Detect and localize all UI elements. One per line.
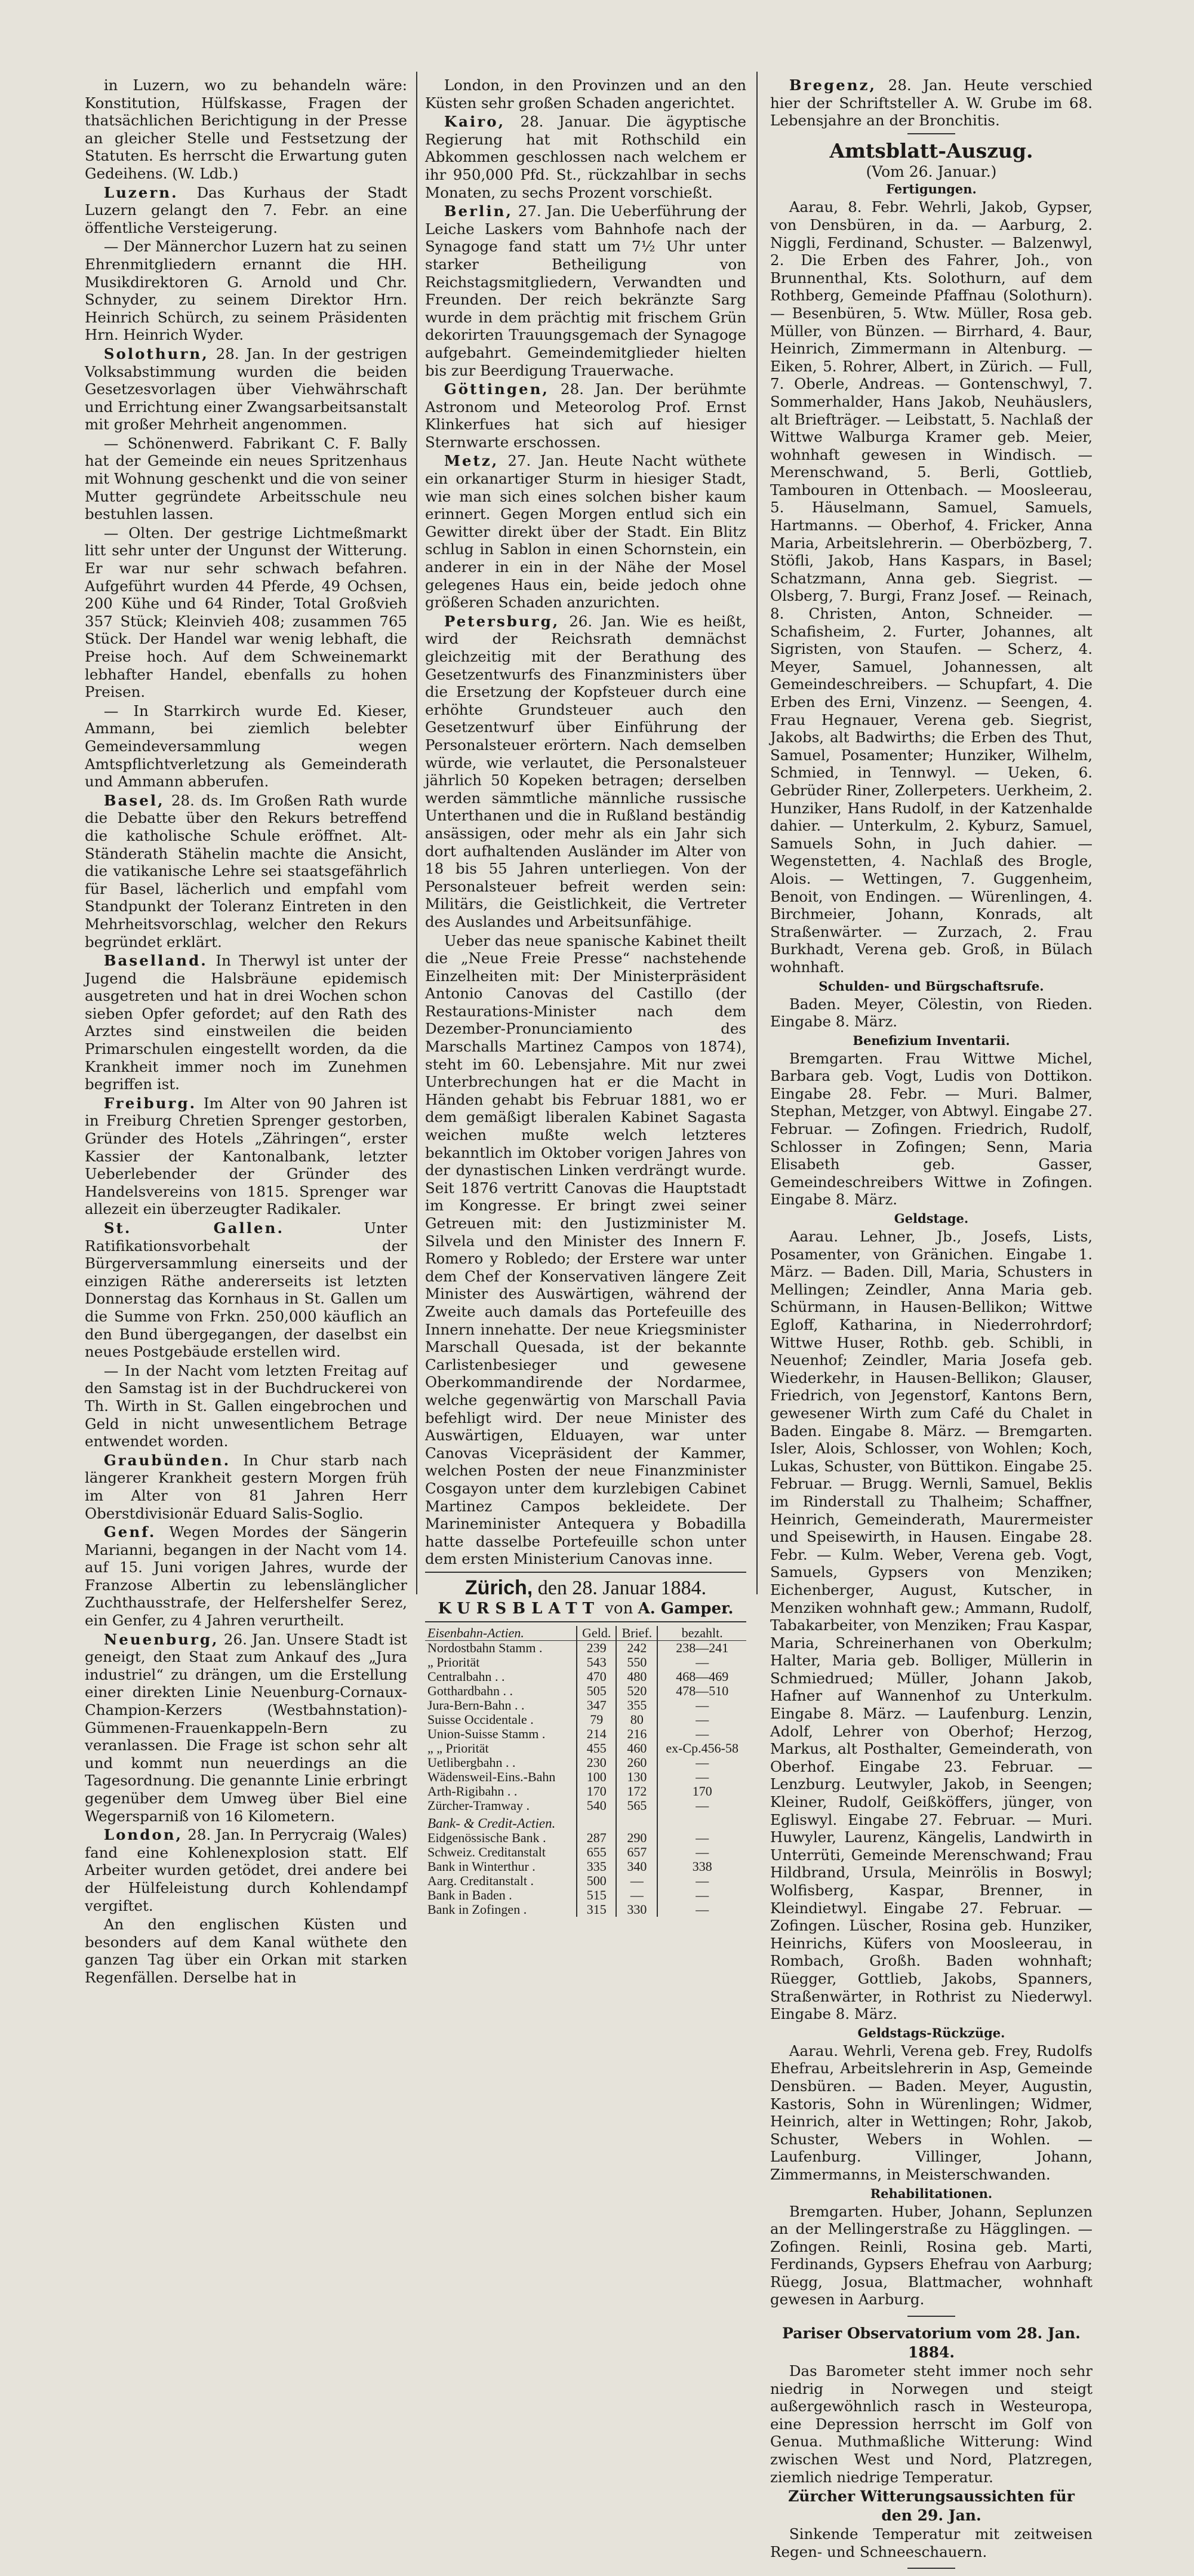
bezahlt-value: 170	[657, 1784, 746, 1799]
article-place: Kairo,	[444, 113, 506, 131]
kursblatt	[425, 1576, 746, 1917]
brief-value: 480	[616, 1670, 657, 1684]
security-name: „ Priorität	[427, 1654, 480, 1670]
table-row	[425, 1640, 746, 1655]
empty-cell	[577, 1813, 616, 1831]
article	[425, 452, 746, 611]
bezahlt-value: —	[657, 1655, 746, 1670]
article	[425, 113, 746, 201]
table-row	[425, 1784, 746, 1799]
brief-value: 657	[616, 1845, 657, 1859]
article	[425, 202, 746, 379]
header-bezahlt: bezahlt.	[657, 1626, 746, 1641]
security-name: Aarg. Creditanstalt .	[427, 1873, 534, 1888]
table-row	[425, 1655, 746, 1670]
bezahlt-value: —	[657, 1799, 746, 1813]
article-text: Unter Ratifikationsvorbehalt der Bürgerversammlung einerseits und der einzigen Räthe andererseits ist letzten Donnerstag das Kornhaus in St. Gallen um die Summe von Frkn. 250,000 käuflich an den Bund übergegangen, der daselbst ein neues Postgebäude erstellen wird.	[85, 1219, 407, 1361]
table-row	[425, 1698, 746, 1713]
geld-value: 170	[577, 1784, 616, 1799]
brief-value: 460	[616, 1741, 657, 1756]
column-divider	[756, 72, 758, 1594]
article-place: London,	[103, 1826, 183, 1844]
section-heading: Schulden- und Bürgschaftsrufe.	[818, 978, 1044, 994]
bezahlt-value: —	[657, 1727, 746, 1741]
bezahlt-value: 238—241	[657, 1640, 746, 1655]
geld-value: 455	[577, 1741, 616, 1756]
security-name: Bank in Winterthur .	[427, 1858, 536, 1874]
brief-value: —	[616, 1874, 657, 1888]
table-row	[425, 1713, 746, 1727]
security-name: Gotthardbahn . .	[427, 1683, 513, 1698]
brief-value: 565	[616, 1799, 657, 1813]
article	[425, 613, 746, 931]
section-heading: Pariser Observatorium vom 28. Jan. 1884.	[782, 2325, 1081, 2362]
bezahlt-value: —	[657, 1874, 746, 1888]
bezahlt-value: 338	[657, 1859, 746, 1874]
article	[85, 238, 407, 344]
security-name: „ „ Priorität	[427, 1740, 489, 1756]
article-place: Freiburg.	[103, 1094, 197, 1112]
column-1	[85, 76, 407, 1988]
brief-value: 520	[616, 1684, 657, 1698]
article	[85, 792, 407, 951]
article	[85, 952, 407, 1093]
bezahlt-value: 478—510	[657, 1684, 746, 1698]
table-row	[425, 1888, 746, 1902]
article-text: Das Kurhaus der Stadt Luzern gelangt den 7. Febr. an eine öffentliche Versteigerung.	[85, 183, 407, 236]
article-text: 28. Januar. Die ägyptische Regierung hat mit Rothschild ein Abkommen geschlossen nach welchem er ihr 950,000 Pfd. St., rückzahlbar in sechs Monaten, zu sechs Prozent vorschießt.	[425, 113, 746, 201]
article-bregenz	[770, 76, 1093, 130]
security-name: Centralbahn . .	[427, 1668, 505, 1684]
article-text: — Schönenwerd. Fabrikant C. F. Bally hat der Gemeinde ein neues Spritzenhaus mit Wohnung geschenkt und die von seiner Mutter gegründete Arbeitsschule neu bestuhlen lassen.	[85, 434, 407, 523]
article-place: Petersburg,	[444, 612, 560, 630]
article	[85, 184, 407, 237]
brief-value: 550	[616, 1655, 657, 1670]
security-name: Nordostbahn Stamm .	[427, 1640, 543, 1655]
geld-value: 470	[577, 1670, 616, 1684]
table-row	[425, 1756, 746, 1770]
section-heading: Zürcher Witterungsaussichten für den 29. Jan.	[788, 2488, 1075, 2525]
kursblatt-title	[425, 1576, 746, 1600]
geld-value: 505	[577, 1684, 616, 1698]
bezahlt-value: —	[657, 1902, 746, 1917]
table-row	[425, 1845, 746, 1859]
geld-value: 239	[577, 1640, 616, 1655]
article-place: Metz,	[444, 452, 499, 470]
article-text: — In der Nacht vom letzten Freitag auf den Samstag ist in der Buchdruckerei von Th. Wirth in St. Gallen eingebrochen und Geld in nicht unwesentlichem Betrage entwendet worden.	[85, 1361, 407, 1450]
geld-value: 543	[577, 1655, 616, 1670]
brief-value: 290	[616, 1831, 657, 1845]
amtsblatt-title: Amtsblatt-Auszug.	[829, 139, 1033, 162]
article-place: Göttingen,	[444, 380, 549, 398]
kursblatt-subtitle	[425, 1600, 746, 1618]
section-label: Bank- & Credit-Actien.	[427, 1815, 556, 1831]
geld-value: 230	[577, 1756, 616, 1770]
brief-value: 330	[616, 1902, 657, 1917]
security-name: Bank in Zofingen .	[427, 1901, 527, 1917]
brief-value: 172	[616, 1784, 657, 1799]
table-row	[425, 1770, 746, 1784]
security-name: Bank in Baden .	[427, 1887, 512, 1902]
article-place: Berlin,	[444, 202, 513, 220]
article-text: In Therwyl ist unter der Jugend die Halsbräune epidemisch ausgetreten und hat in drei Wochen schon sieben Opfer gefordet; auf den Rath des Arztes sind einstweilen die beiden Primarschulen eingestellt worden, da die Krankheit immer noch im Zunehmen begriffen ist.	[85, 952, 407, 1093]
security-name: Wädensweil-Eins.-Bahn	[427, 1769, 556, 1784]
article	[85, 1523, 407, 1630]
article-place: Neuenburg,	[103, 1630, 219, 1648]
geld-value: 315	[577, 1902, 616, 1917]
article-text: In Chur starb nach längerer Krankheit gestern Morgen früh im Alter von 81 Jahren Herr Oberstdivisionär Eduard Salis-Soglio.	[85, 1451, 407, 1522]
bezahlt-value: —	[657, 1888, 746, 1902]
section-text: Das Barometer steht immer noch sehr niedrig in Norwegen und steigt außergewöhnlich rasch in Westeuropa, eine Depression herrscht im Golf von Genua. Muthmaßliche Witterung: Wind zwischen West und Nord, Platzregen, ziemlich niedrige Temperatur.	[770, 2362, 1093, 2486]
rule	[907, 133, 955, 134]
geld-value: 347	[577, 1698, 616, 1713]
article-text: 27. Jan. Heute Nacht wüthete ein orkanartiger Sturm in hiesiger Stadt, wie man sich eines solchen bisher kaum erinnert. Gegen Morgen entlud sich ein Gewitter direkt über der Stadt. Ein Blitz schlug in Sablon in einen Schornstein, ein anderer in ein in der Nähe der Mosel gelegenes Haus ein, beide jedoch ohne größeren Schaden anzurichten.	[425, 452, 746, 611]
kursblatt-publisher: A. Gamper.	[638, 1599, 734, 1618]
geld-value: 100	[577, 1770, 616, 1784]
brief-value: 130	[616, 1770, 657, 1784]
article-place: Basel,	[103, 791, 165, 809]
article-text: — Der Männerchor Luzern hat zu seinen Ehrenmitgliedern ernannt die HH. Musikdirektoren G. Arnold und Chr. Schnyder, zu seinem Direktor Hrn. Heinrich Schürch, zu seinem Präsidenten Hrn. Heinrich Wyder.	[85, 238, 407, 344]
article	[85, 76, 407, 183]
article	[85, 1916, 407, 1986]
table-row	[425, 1799, 746, 1813]
table-row	[425, 1902, 746, 1917]
geld-value: 214	[577, 1727, 616, 1741]
rule	[425, 1621, 746, 1622]
rule	[907, 2316, 955, 2317]
empty-cell	[657, 1813, 746, 1831]
rule	[907, 2568, 955, 2569]
kursblatt-city: Zürich,	[464, 1576, 533, 1599]
security-name: Zürcher-Tramway .	[427, 1797, 530, 1813]
geld-value: 655	[577, 1845, 616, 1859]
article-text: in Luzern, wo zu behandeln wäre: Konstitution, Hülfskasse, Fragen der thatsächlichen Berichtigung in der Presse an gleicher Stelle und Festsetzung der Statuten. Es herrscht die Erwartung guten Gedeihens. (W. Ldb.)	[85, 76, 407, 182]
geld-value: 515	[577, 1888, 616, 1902]
table-row	[425, 1684, 746, 1698]
security-name: Uetlibergbahn . .	[427, 1754, 516, 1770]
geld-value: 540	[577, 1799, 616, 1813]
section-heading: Fertigungen.	[886, 182, 977, 197]
bezahlt-value: ex-Cp.456-58	[657, 1741, 746, 1756]
section-heading: Geldstags-Rückzüge.	[857, 2025, 1005, 2040]
security-name: Jura-Bern-Bahn . .	[427, 1697, 525, 1713]
table-row	[425, 1741, 746, 1756]
article-text: — Olten. Der gestrige Lichtmeßmarkt litt sehr unter der Ungunst der Witterung. Er war nur sehr schwach befahren. Aufgeführt wurden 44 Pferde, 49 Ochsen, 200 Kühe und 64 Rinder, Total Großvieh 357 Stück; Kleinvieh 408; zusammen 765 Stück. Der Handel war wenig lebhaft, die Preise hoch. Auf dem Schweinemarkt lebhafter Handel, ebenfalls zu hohen Preisen.	[85, 524, 407, 701]
brief-value: 355	[616, 1698, 657, 1713]
article	[425, 932, 746, 1568]
table-row	[425, 1727, 746, 1741]
header-section: Eisenbahn-Actien.	[425, 1626, 577, 1641]
section-text: Bremgarten. Frau Wittwe Michel, Barbara geb. Vogt, Ludis von Dottikon. Eingabe 28. Febr. — Muri. Balmer, Stephan, Metzger, von Abtwyl. Eingabe 27. Februar. — Zofingen. Friedrich, Rudolf, Schlosser in Zofingen; Senn, Maria Elisabeth geb. Gasser, Gemeindeschreibers Wittwe in Zofingen. Eingabe 8. März.	[770, 1049, 1093, 1209]
brief-value: 260	[616, 1756, 657, 1770]
section-text: Baden. Meyer, Cölestin, von Rieden. Eingabe 8. März.	[770, 995, 1093, 1031]
brief-value: 340	[616, 1859, 657, 1874]
article	[85, 702, 407, 791]
bezahlt-value: 468—469	[657, 1670, 746, 1684]
bezahlt-value: —	[657, 1845, 746, 1859]
article-place: Baselland.	[103, 952, 208, 970]
section-text: Bremgarten. Huber, Johann, Seplunzen an der Mellingerstraße zu Hägglingen. — Zofingen. Reinli, Rosina geb. Marti, Ferdinands, Gypsers Ehefrau von Aarburg; Rüegg, Josua, Blattmacher, wohnhaft gewesen in Aarburg.	[770, 2202, 1093, 2308]
geld-value: 500	[577, 1874, 616, 1888]
article-text: 27. Jan. Die Ueberführung der Leiche Laskers vom Bahnhofe nach der Synagoge fand statt um 7½ Uhr unter starker Betheiligung von Reichstagsmitgliedern, Verwandten und Freunden. Der reich bekränzte Sarg wurde in dem prächtig mit frischem Grün dekorirten Trauungsgemach der Synagoge aufgebahrt. Gemeindemitglieder hielten bis zur Beerdigung Trauerwache.	[425, 202, 746, 379]
article	[85, 1219, 407, 1361]
security-name: Schweiz. Creditanstalt	[427, 1844, 546, 1859]
bezahlt-value: —	[657, 1713, 746, 1727]
article	[85, 1826, 407, 1914]
security-name: Suisse Occidentale .	[427, 1711, 534, 1727]
geld-value: 335	[577, 1859, 616, 1874]
article-text: Ueber das neue spanische Kabinet theilt die „Neue Freie Presse“ nachstehende Einzelheiten mit: Der Ministerpräsident Antonio Canovas del Castillo (der Restaurations-Minister nach dem Dezember-Pronunciamiento des Marschalls Martinez Campos von 1874), steht im 60. Lebensjahre. Mit nur zwei Unterbrechungen hat er die Macht in Händen gehabt bis Februar 1881, wo er dem gemäßigt liberalen Kabinet Sagasta weichen mußte welch letzteres bekanntlich im Oktober vorigen Jahres von der dynastischen Linken verdrängt wurde. Seit 1876 vertritt Canovas die Hauptstadt im Kongresse. Er bringt zwei seiner Getreuen mit: den Justizminister M. Silvela und den Minister des Innern F. Romero y Robledo; der Erstere war unter dem Chef der Konservativen längere Zeit Minister des Auswärtigen, während der Zweite auch damals das Portefeuille des Innern innehatte. Der neue Kriegsminister Marschall Quesada, ist der bekannte Carlistenbesieger und gewesene Oberkommandirende der Nordarmee, welche gegenwärtig von Marschall Pavia befehligt wird. Der neue Minister des Auswärtigen, Elduayen, war unter Canovas Vicepräsident der Kammer, welchen Posten der neue Finanzminister Cosgayon unter dem kurzlebigen Cabinet Martinez Campos bekleidete. Der Marineminister Antequera y Bobadilla hatte dasselbe Portefeuille schon unter dem ersten Ministerium Canovas inne.	[425, 932, 746, 1568]
kursblatt-date: den 28. Januar 1884.	[537, 1576, 707, 1599]
section-text: Aarau. Lehner, Jb., Josefs, Lists, Posamenter, von Gränichen. Eingabe 1. März. — Baden. Dill, Maria, Schusters in Mellingen; Zeindler, Anna Maria geb. Schürmann, in Hausen-Bellikon; Wittwe Egloff, Katharina, in Niederrohrdorf; Wittwe Huser, Rothb. geb. Schibli, in Neuenhof; Zeindler, Maria Josefa geb. Wiederkehr, in Hausen-Bellikon; Glauser, Friedrich, von Jegenstorf, Kantons Bern, gewesener Wirth zum Café du Chalet in Baden. Eingabe 8. März. — Bremgarten. Isler, Alois, Schlosser, von Wohlen; Koch, Lukas, Schuster, von Büttikon. Eingabe 25. Februar. — Brugg. Wernli, Samuel, Beklis im Rinderstall zu Thalheim; Schaffner, Heinrich, Gemeinderath, Maurermeister und Speisewirth, in Hausen. Eingabe 28. Febr. — Kulm. Weber, Verena geb. Vogt, Samuels, Gypsers von Menziken; Eichenberger, August, Kutscher, in Menziken wohnhaft gew.; Ammann, Rudolf, Tabakarbeiter, von Menziken; Frau Kaspar, Maria, Schreinerhanen von Oberkulm; Halter, Maria geb. Bolliger, Müllerin in Schmiedrued; Müller, Johann Jakob, Hafner auf Wannenhof zu Unterkulm. Eingabe 8. März. — Laufenburg. Lenzin, Adolf, Lehrer von Oberhof; Herzog, Markus, alt Posthalter, Gemeinderath, von Oberhof. Eingabe 23. Februar. — Lenzburg. Leutwyler, Jakob, in Seengen; Kleiner, Rudolf, Geißköffers, jünger, von Egliswyl. Eingabe 27. Februar. — Muri. Huwyler, Laurenz, Kängelis, Landwirth in Unterrüti, Gemeinde Merenschwand; Frau Hildbrand, Ursula, Meinrölis in Boswyl; Wolfisberg, Kaspar, Brenner, in Kleindietwyl. Eingabe 27. Februar. — Zofingen. Lüscher, Rosina geb. Hunziker, Heinrichs, Küfers von Moosleerau, in Rombach, Großh. Baden wohnhaft; Rüegger, Gottlieb, Jakobs, Spanners, Straßenwärter, in Rothrist zu Niederwyl. Eingabe 8. März.	[770, 1228, 1093, 2023]
article	[85, 345, 407, 434]
brief-value: 80	[616, 1713, 657, 1727]
kursblatt-von: von	[605, 1599, 633, 1618]
article	[85, 1452, 407, 1522]
article-place: Bregenz,	[789, 76, 877, 94]
column-divider	[416, 72, 417, 1594]
article-text: 28. Jan. In Perrycraig (Wales) fand eine Kohlenexplosion statt. Elf Arbeiter wurden getödet, drei andere bei der Hülfeleistung durch Kohlendampf vergiftet.	[85, 1826, 407, 1914]
column-2-articles	[425, 76, 746, 1568]
security-name: Eidgenössische Bank .	[427, 1830, 546, 1845]
article-text: — In Starrkirch wurde Ed. Kieser, Ammann, bei ziemlich belebter Gemeindeversammlung wegen Amtspflichtverletzung als Gemeinderath und Ammann abberufen.	[85, 702, 407, 791]
bezahlt-value: —	[657, 1831, 746, 1845]
section-heading: Geldstage.	[894, 1211, 969, 1226]
column-2	[425, 76, 746, 1917]
article	[85, 1095, 407, 1218]
article-text: Wegen Mordes der Sängerin Marianni, begangen in der Nacht vom 14. auf 15. Juni vorigen Jahres, wurde der Franzose Albertin zu lebenslänglicher Zuchthausstrafe, der Helfershelfer Serez, ein Genfer, zu 4 Jahren verurtheilt.	[85, 1523, 407, 1630]
table-row	[425, 1874, 746, 1888]
article-text: 28. Jan. Heute verschied hier der Schriftsteller A. W. Grube im 68. Lebensjahre an der Bronchitis.	[770, 76, 1093, 130]
article	[85, 1362, 407, 1450]
rule	[425, 1572, 746, 1573]
section-text: Aarau, 8. Febr. Wehrli, Jakob, Gypser, von Densbüren, in da. — Aarburg, 2. Niggli, Ferdinand, Schuster. — Balzenwyl, 2. Die Erben des Fahrer, Joh., von Brunnenthal, Kts. Solothurn, auf dem Rothberg, Gemeinde Pfaffnau (Solothurn). — Besenbüren, 5. Wtw. Müller, Rosa geb. Müller, von Bünzen. — Birrhard, 4. Baur, Heinrich, Zimmermann in Altenburg. — Eiken, 5. Rohrer, Albert, in Zürich. — Full, 7. Oberle, Andreas. — Gontenschwyl, 7. Sommerhalder, Hans Jakob, Neuhäuslers, alt Briefträger. — Leibstatt, 5. Nachlaß der Wittwe Walburga Kramer geb. Meier, wohnhaft gewesen in Windisch. — Merenschwand, 5. Berli, Gottlieb, Tambouren in Ottenbach. — Moosleerau, 5. Häuselmann, Samuel, Samuels, Hartmanns. — Oberhof, 4. Fricker, Anna Maria, Arbeitslehrerin. — Oberbözberg, 7. Stöfli, Jakob, Hans Kaspars, in Basel; Schatzmann, Anna geb. Siegrist. — Olsberg, 7. Burgi, Franz Josef. — Reinach, 8. Christen, Anton, Schneider. — Schafisheim, 2. Furter, Johannes, alt Sigristen, von Staufen. — Scherz, 4. Meyer, Samuel, Johannessen, alt Gemeindeschreibers. — Schupfart, 4. Die Erben des Erni, Vinzenz. — Seengen, 4. Frau Hegnauer, Verena geb. Siegrist, Jakobs, alt Badwirths; die Erben des Thut, Samuel, Posamenter; Hunziker, Wilhelm, Schmied, in Tennwyl. — Ueken, 6. Gebrüder Riner, Zollerpeters. Uerkheim, 2. Hunziker, Hans Rudolf, in der Katzenhalde dahier. — Unterkulm, 2. Kyburz, Samuel, Samuels Sohn, in Juch dahier. — Wegenstetten, 4. Nachlaß des Brogle, Alois. — Wettingen, 7. Guggenheim, Benoit, von Endingen. — Würenlingen, 4. Birchmeier, Johann, Konrads, alt Straßenwärter. — Zurzach, 2. Frau Burkhadt, Verena geb. Groß, in Bülach wohnhaft.	[770, 198, 1093, 976]
amtsblatt-date: (Vom 26. Januar.)	[866, 162, 997, 180]
article-text: 28. Jan. In der gestrigen Volksabstimmung wurden die beiden Gesetzesvorlagen über Viehwährschaft und Errichtung einer Zwangsarbeitsanstalt mit großer Mehrheit angenommen.	[85, 345, 407, 434]
bezahlt-value: —	[657, 1770, 746, 1784]
article-place: Graubünden.	[103, 1451, 231, 1469]
article	[425, 76, 746, 112]
security-name: Union-Suisse Stamm .	[427, 1726, 546, 1741]
article-text: Im Alter von 90 Jahren ist in Freiburg Chretien Sprenger gestorben, Gründer des Hotels „Zähringen“, erster Kassier der Kantonalbank, letzter Ueberlebender der Gründer des Handelsvereins von 1815. Sprenger war allezeit ein überzeugter Radikaler.	[85, 1094, 407, 1218]
article-place: Luzern.	[103, 183, 179, 201]
geld-value: 79	[577, 1713, 616, 1727]
article-text: An den englischen Küsten und besonders auf dem Kanal wüthete den ganzen Tag über ein Orkan mit starken Regenfällen. Derselbe hat in	[85, 1916, 407, 1986]
article-text: 26. Jan. Wie es heißt, wird der Reichsrath demnächst gleichzeitig mit der Berathung des Gesetzentwurfs des Finanzministers über die Ersetzung der Kopfsteuer durch eine erhöhte Grundsteuer auch den Gesetzentwurf über Einführung der Personalsteuer erörtern. Nach demselben würde, wie verlautet, die Personalsteuer jährlich 50 Kopeken betragen; derselben werden sämmtliche männliche russische Unterthanen und die in Rußland beständig ansässigen, oder mehr als ein Jahr sich dort aufhaltenden Ausländer im Alter von 18 bis 55 Jahren unterliegen. Von der Personalsteuer befreit werden sein: Militärs, die Geistlichkeit, die Vertreter des Auslandes und Arbeitsunfähige.	[425, 612, 746, 930]
table-row	[425, 1859, 746, 1874]
section-text: Aarau. Wehrli, Verena geb. Frey, Rudolfs Ehefrau, Arbeitslehrerin in Asp, Gemeinde Densbüren. — Baden. Meyer, Augustin, Kastoris, Sohn in Würenlingen; Widmer, Heinrich, alter in Wettingen; Rohr, Jakob, Schuster, Webers in Wohlen. — Laufenburg. Villinger, Johann, Zimmermanns, in Meisterschwanden.	[770, 2042, 1093, 2183]
article	[425, 380, 746, 451]
security-name: Arth-Rigibahn . .	[427, 1783, 518, 1799]
article-text: 28. ds. Im Großen Rath wurde die Debatte über den Rekurs betreffend die katholische Schule eröffnet. Alt-Ständerath Stähelin machte die Ansicht, die vatikanische Lehre sei staatsgefährlich für Basel, lächerlich und empfahl vom Standpunkt der Toleranz Eintreten in den Mehrheitsvorschlag, welcher den Rekurs begründet erklärt.	[85, 791, 407, 951]
kursblatt-label: KURSBLATT	[438, 1599, 600, 1618]
table-section-row	[425, 1813, 746, 1831]
section-text: Sinkende Temperatur mit zeitweisen Regen- und Schneeschauern.	[770, 2525, 1093, 2560]
section-heading: Benefizium Inventarii.	[853, 1032, 1010, 1048]
brief-value: 242	[616, 1640, 657, 1655]
table-row	[425, 1670, 746, 1684]
brief-value: 216	[616, 1727, 657, 1741]
brief-value: —	[616, 1888, 657, 1902]
article	[85, 1631, 407, 1825]
article-place: St. Gallen.	[103, 1219, 284, 1237]
table-row	[425, 1831, 746, 1845]
article-text: 26. Jan. Unsere Stadt ist geneigt, den Staat zum Ankauf des „Jura industriel“ zu drängen, um die Erstellung einer direkten Linie Neuenburg-Cornaux-Champion-Kerzers (Westbahnstation)-Gümmenen-Frauenkappeln-Bern zu veranlassen. Die Frage ist schon sehr alt und kommt nun neuerdings an die Tagesordnung. Die genannte Linie erbringt gegenüber dem Umweg über Biel eine Wegersparniß von 16 Kilometern.	[85, 1630, 407, 1825]
kurs-table	[425, 1626, 746, 1917]
bezahlt-value: —	[657, 1698, 746, 1713]
section-heading: Rehabilitationen.	[870, 2185, 993, 2201]
empty-cell	[616, 1813, 657, 1831]
header-geld: Geld.	[577, 1626, 616, 1641]
article-place: Solothurn,	[103, 345, 209, 362]
column-3	[770, 76, 1093, 2576]
bezahlt-value: —	[657, 1756, 746, 1770]
geld-value: 287	[577, 1831, 616, 1845]
header-brief: Brief.	[616, 1626, 657, 1641]
article	[85, 435, 407, 523]
article-place: Genf.	[103, 1523, 156, 1541]
article	[85, 524, 407, 701]
article-text: 28. Jan. Der berühmte Astronom und Meteorolog Prof. Ernst Klinkerfues hat sich auf hiesiger Sternwarte erschossen.	[425, 380, 746, 451]
article-text: London, in den Provinzen und an den Küsten sehr großen Schaden angerichtet.	[425, 76, 746, 112]
